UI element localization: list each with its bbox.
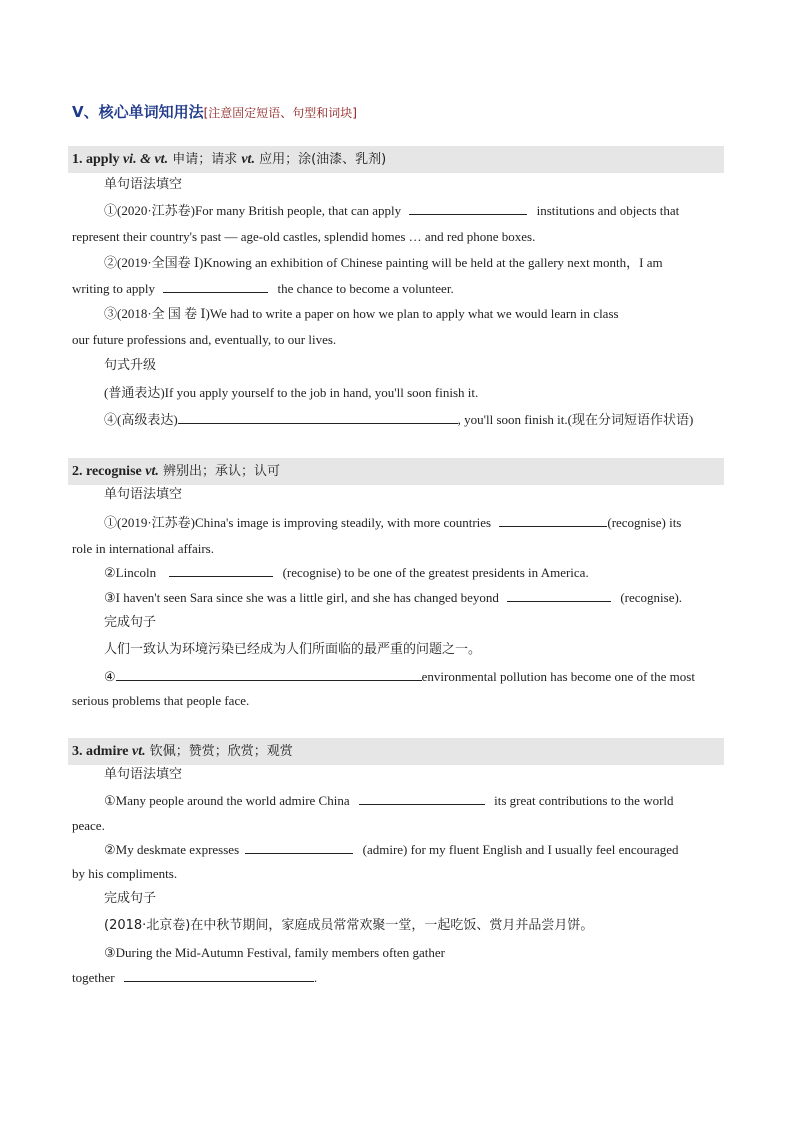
question-line [104,411,722,429]
question-text: ④ [104,669,116,684]
question-text: ③I haven't seen Sara since she was a little girl, and she has changed beyond [104,590,499,605]
subheading: 单句语法填空 [104,487,183,502]
subheading: 完成句子 [104,615,157,630]
chinese-sentence: 人们一致认为环境污染已经成为人们所面临的最严重的问题之一。 [104,642,482,657]
question-text: ②My deskmate expresses [104,842,240,857]
question-text: ④(高级表达) [104,412,178,427]
question-text: our future professions and, eventually, to our lives. [72,332,337,347]
question-text: ③During the Mid-Autumn Festival, family members often gather [104,945,445,960]
question-text: (admire) for my fluent English and I usually feel encouraged [362,842,679,857]
question-text: writing to apply [72,281,156,296]
answer-blank[interactable] [409,202,527,215]
question-text: by his compliments. [72,866,178,881]
question-line [104,202,722,220]
subheading: 完成句子 [104,891,157,906]
entry-meaning: 应用；涂(油漆、乳剂) [254,152,387,167]
question-text: its great contributions to the world [494,793,674,808]
answer-blank[interactable] [163,280,268,293]
entry-word: 2. recognise [72,464,146,479]
section-note: [注意固定短语、句型和词块] [203,106,357,120]
answer-blank[interactable] [499,514,607,527]
answer-blank[interactable] [245,841,353,854]
answer-blank[interactable] [359,792,485,805]
entry-word: 1. apply [72,152,123,167]
question-text: ③(2018·全 国 卷 Ⅰ)We had to write a paper on how we plan to apply what we would learn in class [104,306,619,321]
question-text: ①Many people around the world admire China [104,793,350,808]
question-line [104,514,722,532]
question-text: ①(2020·江苏卷)For many British people, that can apply [104,203,402,218]
question-text: ②Lincoln [104,565,157,580]
subheading: 句式升级 [104,358,157,373]
question-text: role in international affairs. [72,541,214,556]
question-line [104,589,722,607]
question-text: (普通表达)If you apply yourself to the job in hand, you'll soon finish it. [104,385,479,400]
entry-word: 3. admire [72,744,133,759]
question-text: ②(2019·全国卷 Ⅰ)Knowing an exhibition of Chinese painting will be held at the gallery next month，I am [104,255,663,270]
entry-header-apply [68,146,724,173]
section-title [72,101,357,122]
question-text: (recognise). [620,590,683,605]
question-text: environmental pollution has become one of the most [421,669,695,684]
question-text: peace. [72,818,105,833]
question-line [72,280,722,298]
answer-blank[interactable] [178,411,458,424]
question-text: (recognise) its [607,515,682,530]
chinese-sentence: (2018·北京卷)在中秋节期间，家庭成员常常欢聚一堂，一起吃饭、赏月并品尝月饼。 [104,918,594,933]
question-text: , you'll soon finish it.(现在分词短语作状语) [457,412,694,427]
question-line [104,564,722,582]
question-text: . [313,970,318,985]
question-text: institutions and objects that [536,203,680,218]
answer-blank[interactable] [169,564,273,577]
question-text: represent their country's past — age-old castles, splendid homes … and red phone boxes. [72,229,536,244]
question-line [104,668,722,686]
part-of-speech: vi. & vt. [122,152,169,167]
entry-header-recognise [68,458,724,485]
question-line [104,792,722,810]
entry-header-admire [68,738,724,765]
question-text: together [72,970,115,985]
part-of-speech: vt. [241,152,255,167]
entry-meaning: 辨别出；承认；认可 [158,464,280,479]
entry-meaning: 钦佩；赞赏；欣赏；观赏 [145,744,293,759]
question-line [72,969,722,987]
answer-blank[interactable] [124,969,314,982]
question-text: the chance to become a volunteer. [277,281,454,296]
answer-blank[interactable] [116,668,422,681]
part-of-speech: vt. [132,744,146,759]
question-text: (recognise) to be one of the greatest presidents in America. [282,565,589,580]
answer-blank[interactable] [507,589,611,602]
section-title-text: V、核心单词知用法 [72,103,204,121]
entry-meaning: 申请；请求 [168,152,242,167]
part-of-speech: vt. [145,464,159,479]
question-text: serious problems that people face. [72,693,250,708]
subheading: 单句语法填空 [104,177,183,192]
subheading: 单句语法填空 [104,767,183,782]
question-line [104,841,722,859]
question-text: ①(2019·江苏卷)China's image is improving steadily, with more countries [104,515,492,530]
